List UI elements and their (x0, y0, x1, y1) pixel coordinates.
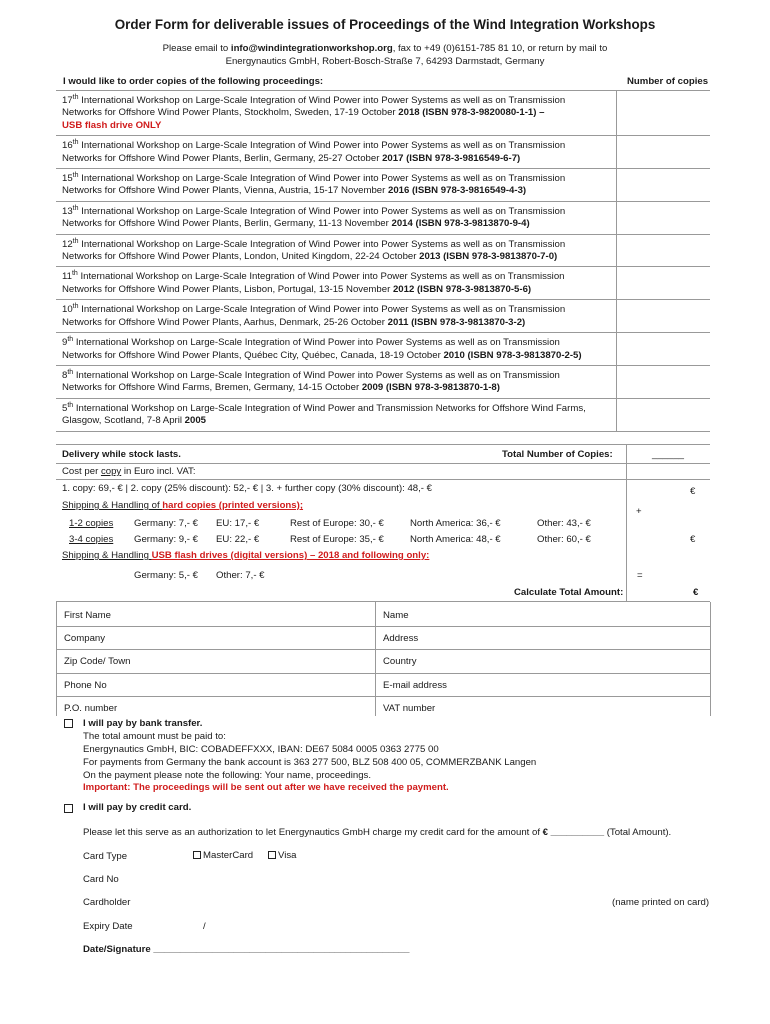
first-name-field[interactable]: First Name (64, 610, 111, 621)
copies-input-cell[interactable] (616, 235, 617, 267)
proceedings-row (56, 202, 710, 235)
mastercard-option[interactable]: MasterCard (193, 850, 253, 862)
page-title: Order Form for deliverable issues of Proceedings of the Wind Integration Workshops (114, 17, 656, 32)
proceedings-table (56, 90, 710, 432)
card-no-field[interactable]: Card No (83, 874, 119, 885)
bank-transfer-title: I will pay by bank transfer. (83, 718, 203, 729)
shipping-hard-heading: Shipping & Handling of hard copies (printed versions); (62, 500, 304, 511)
proceedings-row (56, 300, 710, 333)
bank-line: The total amount must be paid to: (83, 731, 226, 742)
expiry-slash: / (203, 921, 206, 932)
proceedings-text: 5th International Workshop on Large-Scale Integration of Wind Power and Transmission Networks for Offshore Wind Farms, Glasgow, Scotland, 7-8 April 2005 (62, 401, 586, 427)
euro-sign: € (690, 534, 696, 545)
intro-text (0, 42, 770, 68)
proceedings-row (56, 169, 710, 202)
usb-other-price: Other: 7,- € (216, 570, 265, 581)
card-authorization: Please let this serve as an authorization to let Energynautics GmbH charge my credit card for the amount of € __________ (Total Amount). (83, 827, 672, 838)
shipping-price: North America: 48,- € (410, 534, 501, 545)
card-type-label: Card Type (83, 851, 128, 862)
vat-number-field[interactable]: VAT number (383, 703, 436, 714)
shipping-price: Other: 43,- € (537, 518, 591, 529)
proceedings-row (56, 91, 710, 136)
plus-sign: + (636, 506, 642, 517)
euro-sign: € (693, 587, 699, 598)
visa-checkbox[interactable] (268, 851, 276, 859)
shipping-price: North America: 36,- € (410, 518, 501, 529)
proceedings-text: 8th International Workshop on Large-Scale Integration of Wind Power into Power Systems as well as on Transmission Networks for Offshore Wind Farms, Bremen, Germany, 14-15 October 2009 (ISBN 978-3-9813870-1-8) (62, 368, 560, 394)
email-link[interactable]: info@windintegrationworkshop.org (230, 43, 393, 54)
proceedings-row (56, 333, 710, 366)
shipping-usb-heading: Shipping & Handling USB flash drives (digital versions) – 2018 and following only: (62, 550, 430, 561)
total-copies-field[interactable]: ______ (652, 449, 685, 460)
cardholder-note: (name printed on card) (612, 897, 710, 908)
copies-input-cell[interactable] (616, 136, 617, 168)
credit-card-title: I will pay by credit card. (83, 802, 192, 813)
shipping-tier-3-4: 3-4 copies (69, 534, 114, 545)
proceedings-text: 9th International Workshop on Large-Scale Integration of Wind Power into Power Systems as well as on Transmission Networks for Offshore Wind Power Plants, Québec City, Québec, Canada, 18-19 October 2010 (ISBN 978-3-9813870-2-5) (62, 335, 582, 361)
proceedings-row (56, 267, 710, 300)
copies-input-cell[interactable] (616, 267, 617, 299)
equals-sign: = (637, 570, 643, 581)
credit-card-checkbox[interactable] (64, 804, 73, 813)
copies-heading: Number of copies (627, 76, 709, 87)
proceedings-row (56, 399, 710, 432)
copies-input-cell[interactable] (616, 91, 617, 135)
proceedings-text: 15th International Workshop on Large-Scale Integration of Wind Power into Power Systems as well as on Transmission Networks for Offshore Wind Power Plants, Vienna, Austria, 15-17 November 2016 (ISBN 978-3-9816549-4-3) (62, 171, 566, 197)
shipping-price: EU: 17,- € (216, 518, 260, 529)
intro-line1-post: , fax to +49 (0)6151-785 81 10, or return by mail to (392, 43, 608, 54)
bank-line: For payments from Germany the bank account is 363 277 500, BLZ 508 400 05, COMMERZBANK Langen (83, 757, 537, 768)
shipping-price: Rest of Europe: 35,- € (290, 534, 384, 545)
expiry-field[interactable]: Expiry Date (83, 921, 133, 932)
proceedings-text: 13th International Workshop on Large-Scale Integration of Wind Power into Power Systems as well as on Transmission Networks for Offshore Wind Power Plants, Berlin, Germany, 11-13 November 2014 (ISBN 978-3-9813870-9-4) (62, 204, 566, 230)
usb-germany-price: Germany: 5,- € (134, 570, 198, 581)
proceedings-text: 10th International Workshop on Large-Scale Integration of Wind Power into Power Systems as well as on Transmission Networks for Offshore Wind Power Plants, Aarhus, Denmark, 25-26 October 2011 (ISBN 978-3-9813870-3-2) (62, 303, 566, 328)
order-heading: I would like to order copies of the following proceedings: (63, 76, 324, 87)
delivery-row (56, 444, 710, 464)
cost-heading: Cost per copy in Euro incl. VAT: (62, 466, 196, 477)
shipping-price: Other: 60,- € (537, 534, 591, 545)
shipping-price: Germany: 9,- € (134, 534, 198, 545)
proceedings-text: 16th International Workshop on Large-Scale Integration of Wind Power into Power Systems as well as on Transmission Networks for Offshore Wind Power Plants, Berlin, Germany, 25-27 October 2017 (ISBN 978-3-9816549-6-7) (62, 139, 566, 164)
proceedings-text: 12th International Workshop on Large-Scale Integration of Wind Power into Power Systems as well as on Transmission Networks for Offshore Wind Power Plants, London, United Kingdom, 22-24 October 2013 (ISBN 978-3-9813870-7-0) (62, 237, 566, 263)
bank-line: On the payment please note the following: Your name, proceedings. (83, 770, 372, 781)
visa-option[interactable]: Visa (268, 850, 297, 862)
copies-input-cell[interactable] (616, 202, 617, 234)
phone-field[interactable]: Phone No (64, 680, 107, 691)
proceedings-text: 11th International Workshop on Large-Scale Integration of Wind Power into Power Systems as well as on Transmission Networks for Offshore Wind Power Plants, Lisbon, Portugal, 13-15 November 2012 (ISBN 978-3-9813870-5-6) (62, 270, 565, 295)
copies-input-cell[interactable] (616, 399, 617, 431)
email-field[interactable]: E-mail address (383, 680, 447, 691)
name-field[interactable]: Name (383, 610, 409, 621)
calc-total-label: Calculate Total Amount: (514, 587, 624, 598)
total-copies-label: Total Number of Copies: (502, 449, 613, 460)
bank-important: Important: The proceedings will be sent out after we have received the payment. (83, 782, 449, 793)
intro-address: Energynautics GmbH, Robert-Bosch-Straße 7, 64293 Darmstadt, Germany (225, 56, 545, 67)
copies-input-cell[interactable] (616, 366, 617, 398)
bank-transfer-checkbox[interactable] (64, 719, 73, 728)
country-field[interactable]: Country (383, 656, 417, 667)
copies-input-cell[interactable] (616, 333, 617, 365)
euro-sign: € (690, 486, 696, 497)
copies-input-cell[interactable] (616, 300, 617, 332)
proceedings-text: 17th International Workshop on Large-Scale Integration of Wind Power into Power Systems as well as on Transmission Networks for Offshore Wind Power Plants, Stockholm, Sweden, 17-19 October 2018 (ISBN 978-3-9820080-1-1) – USB flash drive ONLY (62, 93, 566, 131)
zip-town-field[interactable]: Zip Code/ Town (64, 656, 131, 667)
company-field[interactable]: Company (64, 633, 106, 644)
delivery-note: Delivery while stock lasts. (62, 449, 181, 460)
cardholder-field[interactable]: Cardholder (83, 897, 131, 908)
proceedings-row (56, 235, 710, 268)
intro-line1-pre: Please email to (162, 43, 231, 54)
signature-line[interactable]: Date/Signature ________________________________________________ (83, 944, 410, 955)
per-copy-prices: 1. copy: 69,- € | 2. copy (25% discount): 52,- € | 3. + further copy (30% discount): 48,- € (62, 483, 433, 494)
copies-input-cell[interactable] (616, 169, 617, 201)
mastercard-checkbox[interactable] (193, 851, 201, 859)
shipping-tier-1-2: 1-2 copies (69, 518, 114, 529)
proceedings-row (56, 136, 710, 169)
bank-line: Energynautics GmbH, BIC: COBADEFFXXX, IBAN: DE67 5084 0005 0363 2775 00 (83, 744, 439, 755)
po-number-field[interactable]: P.O. number (64, 703, 118, 714)
proceedings-row (56, 366, 710, 399)
shipping-price: EU: 22,- € (216, 534, 260, 545)
shipping-price: Rest of Europe: 30,- € (290, 518, 384, 529)
shipping-price: Germany: 7,- € (134, 518, 198, 529)
address-field[interactable]: Address (383, 633, 419, 644)
